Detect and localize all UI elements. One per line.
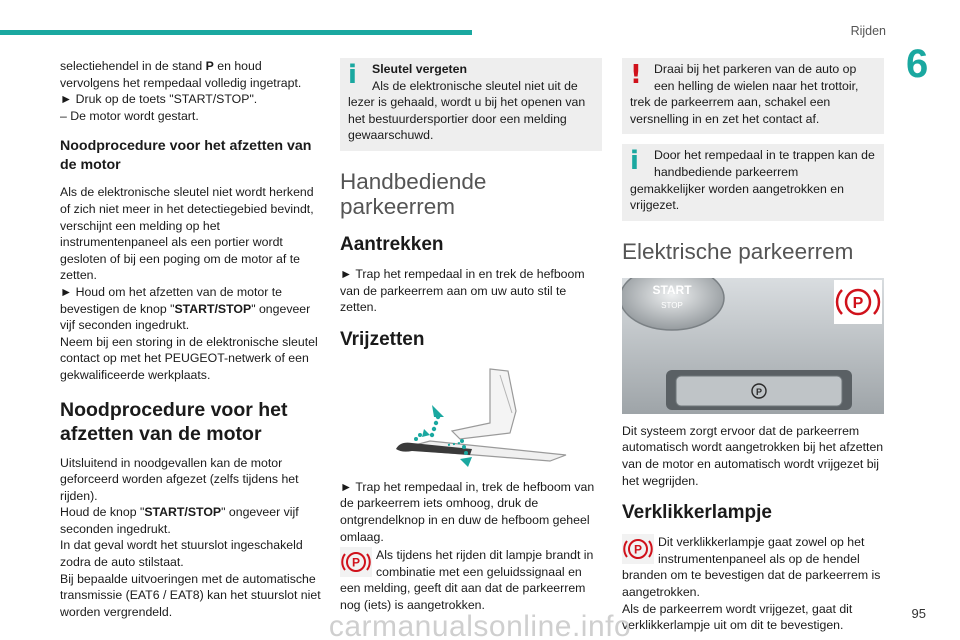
- warning-box-text: Draai bij het parkeren van de auto op een helling de wielen naar het trottoir, trek de parkeerrem aan, schakel een versnelling in en zet het contact af.: [630, 62, 859, 126]
- electric-brake-photo: [622, 278, 884, 414]
- section-title: Rijden: [850, 24, 886, 38]
- exclamation-icon: !: [630, 60, 642, 90]
- svg-text:P: P: [755, 386, 763, 397]
- paragraph: Neem bij een storing in de elektronische sleutel contact op met het PEUGEOT-netwerk of een gekwalificeerde werkplaats.: [60, 334, 318, 382]
- lever-drawing-icon: [340, 361, 602, 471]
- paragraph: Houd de knop "START/STOP" ongeveer vijf seconden ingedrukt.: [60, 505, 299, 536]
- column-1: [60, 58, 322, 620]
- svg-text:P: P: [351, 555, 361, 570]
- subheading-emergency-stop: Noodprocedure voor het afzetten van de motor: [60, 138, 312, 174]
- info-box-brake-pedal: [622, 144, 884, 220]
- heading-release: Vrijzetten: [340, 328, 425, 350]
- info-icon: i: [630, 146, 639, 177]
- paragraph: Dit systeem zorgt ervoor dat de parkeerrem automatisch wordt aangetrokken bij het afzetten van de motor en automatisch wordt vrijgezet bij het wegrijden.: [622, 423, 884, 488]
- info-box-title: Sleutel vergeten: [372, 62, 467, 76]
- warning-lamp-note: P Als tijdens het rijden dit lampje brandt in combinatie met een geluidssignaal en een melding, geeft dit aan dat de parkeerrem nog (iets) is aangetrokken.: [340, 548, 594, 612]
- step-item: ► Trap het rempedaal in en trek de hefboom van de parkeerrem aan om uw auto stil te zetten.: [340, 266, 585, 315]
- page-number: 95: [911, 606, 926, 621]
- step-item: ► Houd om het afzetten van de motor te bevestigen de knop "START/STOP" ongeveer vijf seconden ingedrukt.: [60, 284, 311, 333]
- warning-lamp-description: P Dit verklikkerlampje gaat zowel op het instrumentenpaneel als op de hendel branden om te bevestigen dat de parkeerrem is aangetrokken.: [622, 535, 881, 599]
- info-icon: i: [348, 60, 357, 90]
- paragraph: Bij bepaalde uitvoeringen met de automatische transmissie (EAT6 / EAT8) kan het stuurslot niet worden vergrendeld.: [60, 571, 321, 619]
- column-3: [622, 58, 884, 634]
- step-item: ► Druk op de toets "START/STOP".: [60, 92, 258, 107]
- chapter-number: 6: [906, 42, 929, 86]
- parking-brake-lever-illustration: [340, 361, 602, 471]
- heading-electric-parking-brake: Elektrische parkeerrem: [622, 238, 854, 264]
- column-2: [340, 58, 602, 614]
- result-item: – De motor wordt gestart.: [60, 108, 199, 123]
- parking-brake-lamp-icon: [340, 547, 372, 577]
- svg-text:STOP: STOP: [661, 300, 683, 310]
- paragraph: Uitsluitend in noodgevallen kan de motor geforceerd worden afgezet (zelfs tijdens het rijden).: [60, 455, 299, 503]
- heading-apply: Aantrekken: [340, 233, 444, 255]
- svg-text:START: START: [652, 282, 692, 297]
- heading-emergency-stop: Noodprocedure voor het afzetten van de motor: [60, 398, 288, 445]
- parking-brake-lamp-icon: [622, 534, 654, 564]
- paragraph: In dat geval wordt het stuurslot ingeschakeld zodra de auto stilstaat.: [60, 538, 303, 570]
- step-item: ► Trap het rempedaal in, trek de hefboom van de parkeerrem iets omhoog, druk de ontgrendelknop in en duw de hefboom geheel omlaag.: [340, 479, 595, 544]
- info-box-text: Door het rempedaal in te trappen kan de handbediende parkeerrem gemakkelijker worden aangetrokken en vrijgezet.: [630, 148, 875, 213]
- watermark: carmanualsonline.info: [328, 610, 632, 640]
- svg-text:P: P: [852, 294, 864, 312]
- heading-manual-parking-brake: Handbediende parkeerrem: [340, 168, 487, 219]
- info-box-text: Als de elektronische sleutel niet uit de lezer is gehaald, wordt u bij het openen van het bestuurdersportier door een melding gewaarschuwd.: [348, 78, 586, 143]
- console-photo-icon: [622, 278, 884, 414]
- heading-warning-lamp: Verklikkerlampje: [622, 502, 772, 524]
- svg-text:P: P: [633, 542, 643, 557]
- paragraph: Als de parkeerrem wordt vrijgezet, gaat dit verklikkerlampje uit om dit te bevestigen.: [622, 601, 853, 633]
- paragraph: selectiehendel in de stand P en houd vervolgens het rempedaal volledig ingetrapt.: [60, 59, 302, 90]
- info-box-forgotten-key: [340, 58, 602, 151]
- paragraph: Als de elektronische sleutel niet wordt herkend of zich niet meer in het detectiegebied bevindt, verschijnt een melding op het instrumentenpaneel als een portier wordt gesloten of bij een poging om de motor af te zetten.: [60, 185, 314, 283]
- warning-box-slope: [622, 58, 884, 134]
- header-accent-bar: [0, 30, 472, 35]
